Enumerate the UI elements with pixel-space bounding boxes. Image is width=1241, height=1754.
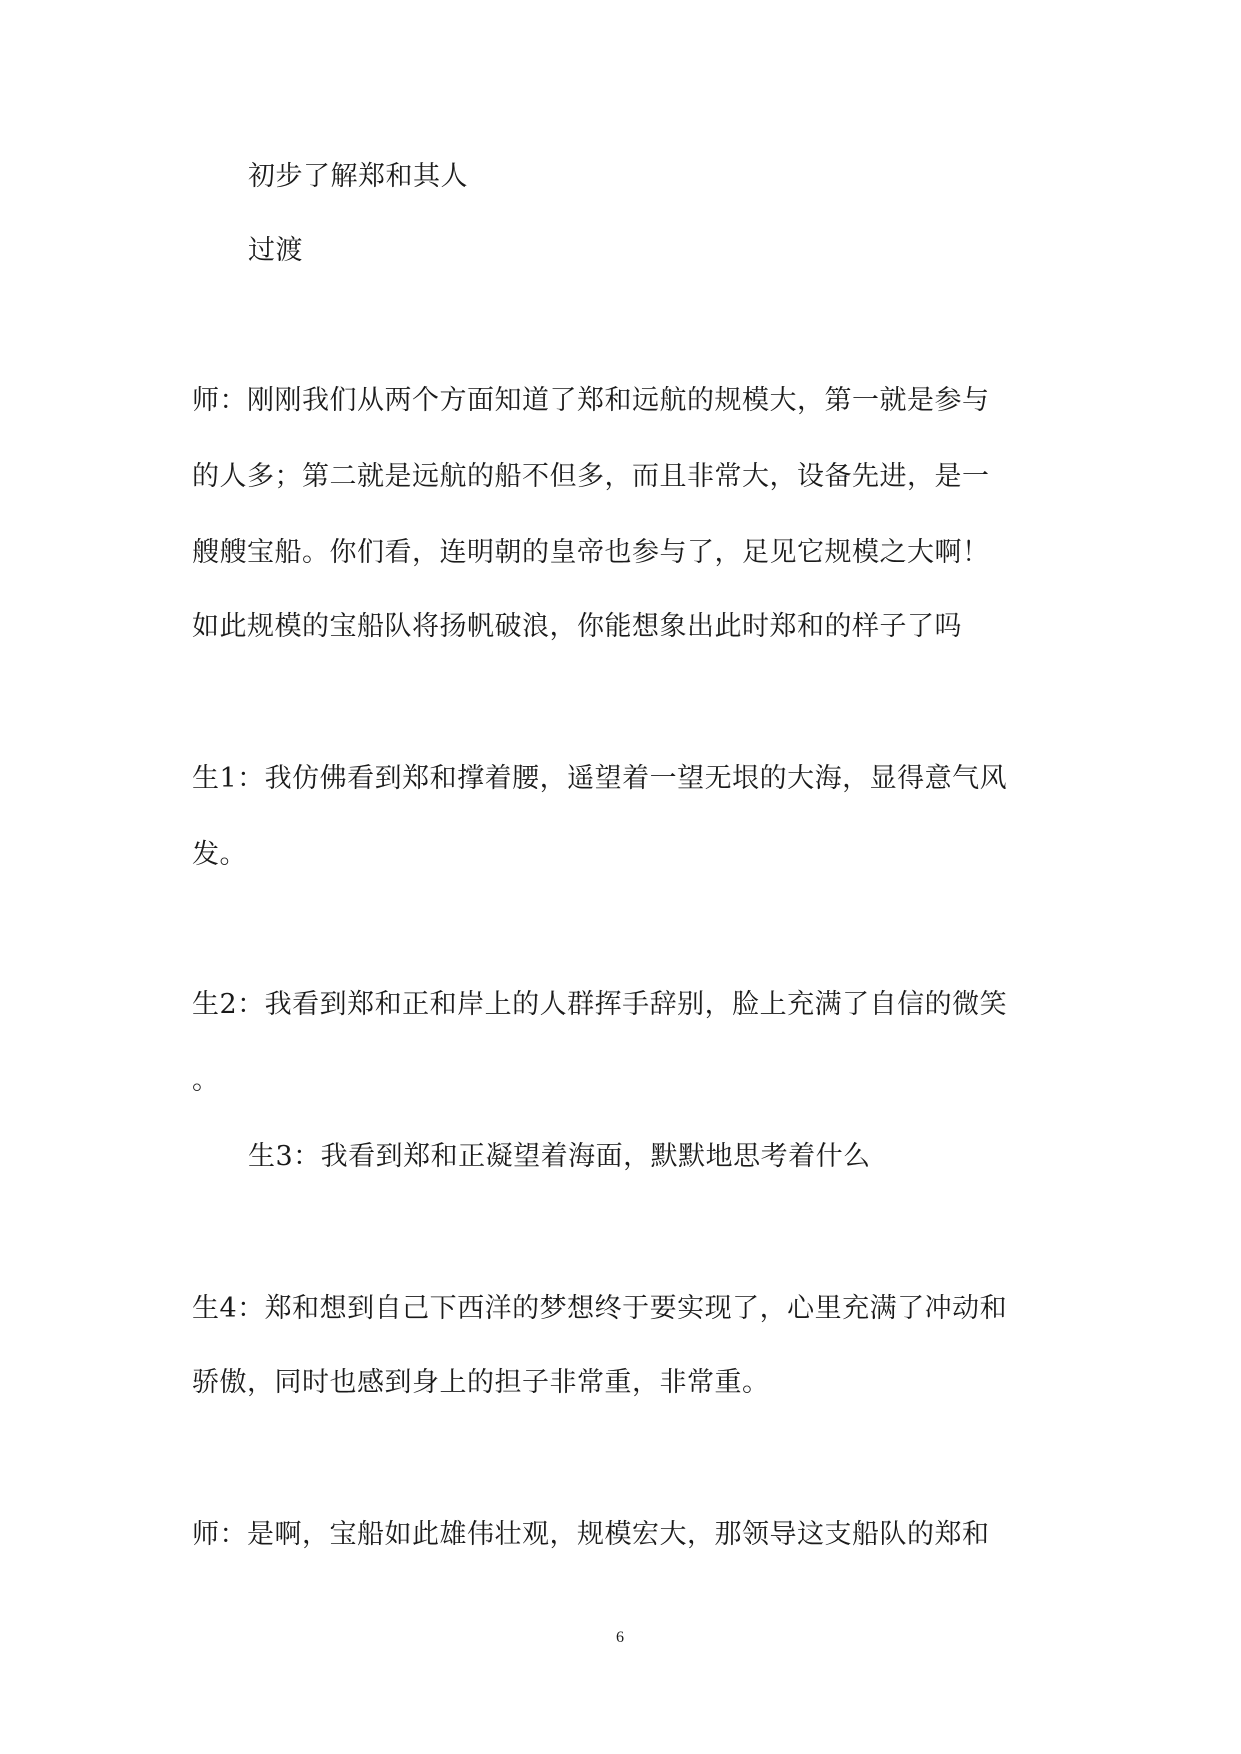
paragraph-line: 生4：郑和想到自己下西洋的梦想终于要实现了，心里充满了冲动和 <box>192 1293 1008 1324</box>
paragraph-line: 师：是啊，宝船如此雄伟壮观，规模宏大，那领导这支船队的郑和 <box>192 1519 990 1550</box>
subheading-transition: 过渡 <box>248 235 303 266</box>
paragraph-line: 师：刚刚我们从两个方面知道了郑和远航的规模大，第一就是参与 <box>192 385 990 416</box>
paragraph-line: 生2：我看到郑和正和岸上的人群挥手辞别，脸上充满了自信的微笑 <box>192 989 1008 1020</box>
paragraph-line: 生3：我看到郑和正凝望着海面，默默地思考着什么 <box>248 1141 871 1172</box>
paragraph-line: 艘艘宝船。你们看，连明朝的皇帝也参与了，足见它规模之大啊！ <box>192 537 990 568</box>
paragraph-line: 发。 <box>192 839 247 870</box>
section-heading: 初步了解郑和其人 <box>248 161 468 192</box>
paragraph-line: 如此规模的宝船队将扬帆破浪，你能想象出此时郑和的样子了吗 <box>192 611 962 642</box>
paragraph-line: 。 <box>192 1065 220 1096</box>
page-number: 6 <box>616 1629 624 1646</box>
paragraph-line: 骄傲，同时也感到身上的担子非常重，非常重。 <box>192 1367 770 1398</box>
paragraph-line: 生1：我仿佛看到郑和撑着腰，遥望着一望无垠的大海，显得意气风 <box>192 763 1008 794</box>
paragraph-line: 的人多；第二就是远航的船不但多，而且非常大，设备先进，是一 <box>192 461 990 492</box>
